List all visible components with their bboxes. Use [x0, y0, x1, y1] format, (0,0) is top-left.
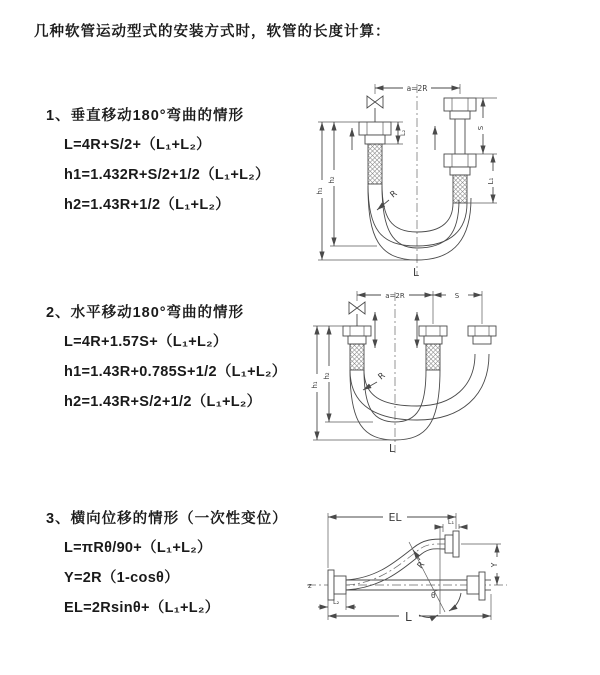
- section-2-formula-L: L=4R+1.57S+（L₁+L₂）: [64, 334, 228, 350]
- dimension-span-a2r: [375, 84, 460, 94]
- dim-label-y: Y: [490, 562, 499, 568]
- dim-label-h1: h₁: [316, 187, 324, 195]
- hose-displaced-position: [346, 539, 445, 590]
- section-1-formula-h2: h2=1.43R+1/2（L₁+L₂）: [64, 197, 231, 213]
- upper-flange-fitting: [445, 531, 459, 557]
- swing-arrow-right: [449, 593, 461, 611]
- left-flange-fitting: [328, 570, 346, 600]
- radius-leader: [413, 550, 427, 571]
- dimension-stroke-s: [433, 292, 482, 300]
- right-flange-fitting: [444, 98, 476, 175]
- section-1-heading: 1、垂直移动180°弯曲的情形: [46, 108, 245, 124]
- section-3-formula-L: L=πRθ/90+（L₁+L₂）: [64, 540, 212, 556]
- dim-label-r: R: [376, 370, 388, 383]
- dim-label-a2r: a=2R: [385, 292, 405, 300]
- dim-label-h2: h₂: [328, 176, 336, 184]
- left-flange-fitting: [343, 326, 371, 344]
- braided-hose-section: [426, 344, 440, 370]
- braided-hose-section: [368, 144, 382, 184]
- dim-label-a2r: a=2R: [406, 84, 428, 93]
- dimension-l: [328, 594, 491, 624]
- dim-label-l: L: [413, 267, 419, 279]
- section-1-formula-L: L=4R+S/2+（L₁+L₂）: [64, 137, 211, 153]
- section-3-formula-EL: EL=2Rsinθ+（L₁+L₂）: [64, 600, 220, 616]
- braided-hose-section: [453, 175, 467, 203]
- braided-hose-section: [350, 344, 364, 370]
- dimension-fitting-l2: [318, 594, 356, 610]
- dim-label-h2: h₂: [323, 372, 331, 380]
- dim-label-el: EL: [388, 511, 402, 524]
- dim-label-l2: L₂: [333, 598, 340, 606]
- dimension-span-a2r: [357, 291, 482, 324]
- dim-label-l: L: [389, 443, 395, 455]
- section-2-formula-h2: h2=1.43R+S/2+1/2（L₁+L₂）: [64, 394, 262, 410]
- dim-label-l2: L₂: [399, 129, 407, 136]
- section-3-heading: 3、横向位移的情形（一次性变位）: [46, 511, 288, 527]
- middle-flange-fitting: [419, 326, 447, 344]
- dim-label-r: R: [415, 559, 428, 571]
- left-flange-fitting: [359, 122, 391, 144]
- section-2-heading: 2、水平移动180°弯曲的情形: [46, 305, 245, 321]
- dim-label-s: S: [477, 125, 485, 131]
- right-flange-fitting: [467, 572, 491, 600]
- dim-label-theta: θ: [431, 591, 436, 600]
- diagram-vertical-180-bend: [305, 70, 595, 285]
- dim-label-r: R: [388, 188, 400, 201]
- section-1-formula-h1: h1=1.432R+S/2+1/2（L₁+L₂）: [64, 167, 270, 183]
- diagram-horizontal-180-bend: [305, 278, 595, 463]
- dim-label-l1: L₁: [487, 177, 495, 185]
- section-3-formula-Y: Y=2R（1-cosθ）: [64, 570, 179, 586]
- page-title: 几种软管运动型式的安装方式时，软管的长度计算：: [34, 24, 391, 40]
- dimension-stroke-s: [476, 98, 497, 154]
- diagram-lateral-displacement: [295, 498, 595, 658]
- valve-icon: [349, 302, 365, 326]
- dim-label-l: L: [405, 610, 412, 624]
- radius-leader: [377, 189, 400, 210]
- radius-leader: [363, 371, 388, 390]
- centerline-mark: z: [308, 582, 312, 590]
- right-flange-fitting: [468, 326, 496, 344]
- dim-label-h1: h₁: [311, 381, 319, 389]
- hose-u-bend-far-position: [350, 354, 489, 420]
- section-2-formula-h1: h1=1.43R+0.785S+1/2（L₁+L₂）: [64, 364, 287, 380]
- valve-icon: [367, 96, 383, 122]
- dim-label-l1: L₁: [447, 518, 455, 526]
- dim-label-s: S: [454, 292, 460, 300]
